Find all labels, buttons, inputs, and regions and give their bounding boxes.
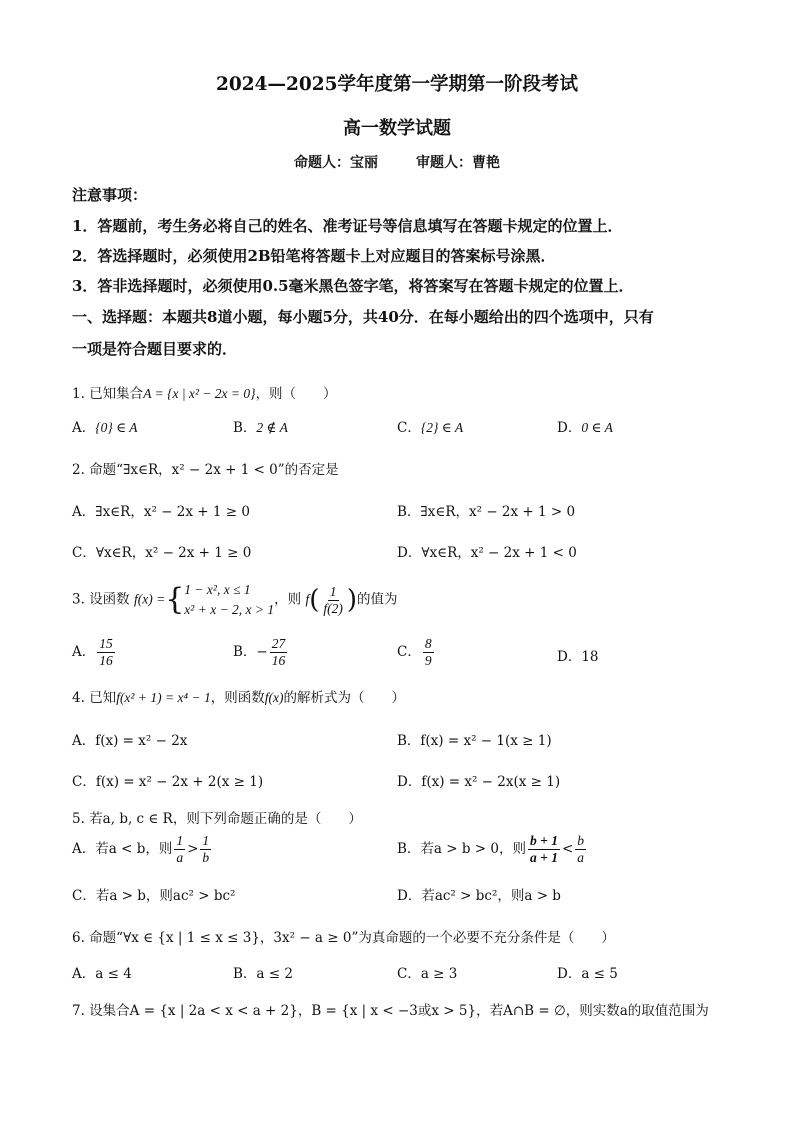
option-d: D．若ac² > bc²，则a > b: [397, 888, 561, 904]
question-6: 6. 命题“∀x ∈ {x | 1 ≤ x ≤ 3}，3x² − a ≥ 0”为真命题的一个必要不充分条件是（ ）: [72, 930, 615, 946]
question-number: 6.: [72, 930, 85, 946]
option-b: B．2 ∉ A: [233, 420, 288, 436]
question-number: 5.: [72, 811, 85, 827]
question-number: 1.: [72, 386, 85, 402]
option-b: B．a ≤ 2: [233, 966, 293, 982]
note-item: 1．答题前，考生务必将自己的姓名、准考证号等信息填写在答题卡规定的位置上．: [72, 217, 623, 235]
option-a: A．{0} ∈ A: [72, 420, 138, 436]
option-d: D．0 ∈ A: [557, 420, 613, 436]
set-expression: A = {x | x² − 2x = 0}: [143, 386, 256, 401]
question-7: 7. 设集合A = {x | 2a < x < a + 2}，B = {x | x < −3或x > 5}，若A∩B = ∅，则实数a的取值范围为: [72, 1003, 709, 1019]
piecewise-cases: 1 − x², x ≤ 1 x² + x − 2, x > 1: [184, 582, 275, 617]
question-number: 4.: [72, 690, 85, 706]
option-a: A．a ≤ 4: [72, 966, 132, 982]
exam-subtitle: 高一数学试题: [343, 118, 451, 139]
section-heading-cont: 一项是符合题目要求的．: [72, 340, 238, 358]
option-a: A．∃x∈R，x² − 2x + 1 ≥ 0: [72, 504, 250, 520]
setter: 命题人：宝丽: [294, 155, 378, 171]
option-c: C．a ≥ 3: [397, 966, 458, 982]
option-d: D．a ≤ 5: [557, 966, 618, 982]
option-a: A．若a < b，则 $\frac{1}{a}$ > $\frac{1}{b}$: [72, 833, 210, 865]
option-c: C．若a > b，则ac² > bc²: [72, 888, 236, 904]
option-d: D．f(x) = x² − 2x(x ≥ 1): [397, 774, 561, 790]
reviewer: 审题人：曹艳: [416, 155, 500, 171]
question-number: 3.: [72, 591, 85, 608]
question-1: 1. 已知集合A = {x | x² − 2x = 0}，则（ ）: [72, 386, 337, 402]
option-b: B．− $\frac{27}{16}$: [233, 636, 286, 668]
option-b: B．∃x∈R，x² − 2x + 1 > 0: [397, 504, 576, 520]
exam-authors: [0, 152, 794, 172]
option-b: B．f(x) = x² − 1(x ≥ 1): [397, 733, 552, 749]
option-d: D．18: [557, 649, 599, 665]
question-4: 4. 已知f(x² + 1) = x⁴ − 1，则函数f(x)的解析式为（ ）: [72, 690, 405, 706]
question-5: 5. 若a, b, c ∈ R，则下列命题正确的是（ ）: [72, 811, 362, 827]
exam-title: 2024—2025学年度第一学期第一阶段考试: [216, 74, 578, 95]
note-item: 2．答选择题时，必须使用2B铅笔将答题卡上对应题目的答案标号涂黑．: [72, 247, 556, 265]
section-heading: 一、选择题：本题共8道小题，每小题5分，共40分．在每小题给出的四个选项中，只有: [72, 308, 654, 326]
option-a: A． $\frac{15}{16}$: [72, 636, 113, 668]
fraction: $\frac{1}{f(2)}$: [323, 583, 343, 616]
question-number: 2.: [72, 462, 85, 478]
option-d: D．∀x∈R，x² − 2x + 1 < 0: [397, 545, 577, 561]
question-2: 2. 命题“∃x∈R，x² − 2x + 1 < 0”的否定是: [72, 462, 339, 478]
option-b: B．若a > b > 0，则 $\frac{b + 1}{a + 1}$ < $\frac{b}{a}$: [397, 833, 585, 865]
option-c: C． $\frac{8}{9}$: [397, 636, 432, 668]
option-c: C．{2} ∈ A: [397, 420, 464, 436]
option-a: A．f(x) = x² − 2x: [72, 733, 188, 749]
question-number: 7.: [72, 1003, 85, 1019]
option-c: C．∀x∈R，x² − 2x + 1 ≥ 0: [72, 545, 252, 561]
question-3: 3. 设函数 f(x) ={ 1 − x², x ≤ 1 x² + x − 2, x > 1 ，则 f( $\frac{1}{f(2)}$ )的值为: [72, 580, 398, 620]
option-c: C．f(x) = x² − 2x + 2(x ≥ 1): [72, 774, 264, 790]
notes-heading: 注意事项：: [72, 186, 148, 204]
note-item: 3．答非选择题时，必须使用0.5毫米黑色签字笔，将答案写在答题卡规定的位置上．: [72, 277, 634, 295]
